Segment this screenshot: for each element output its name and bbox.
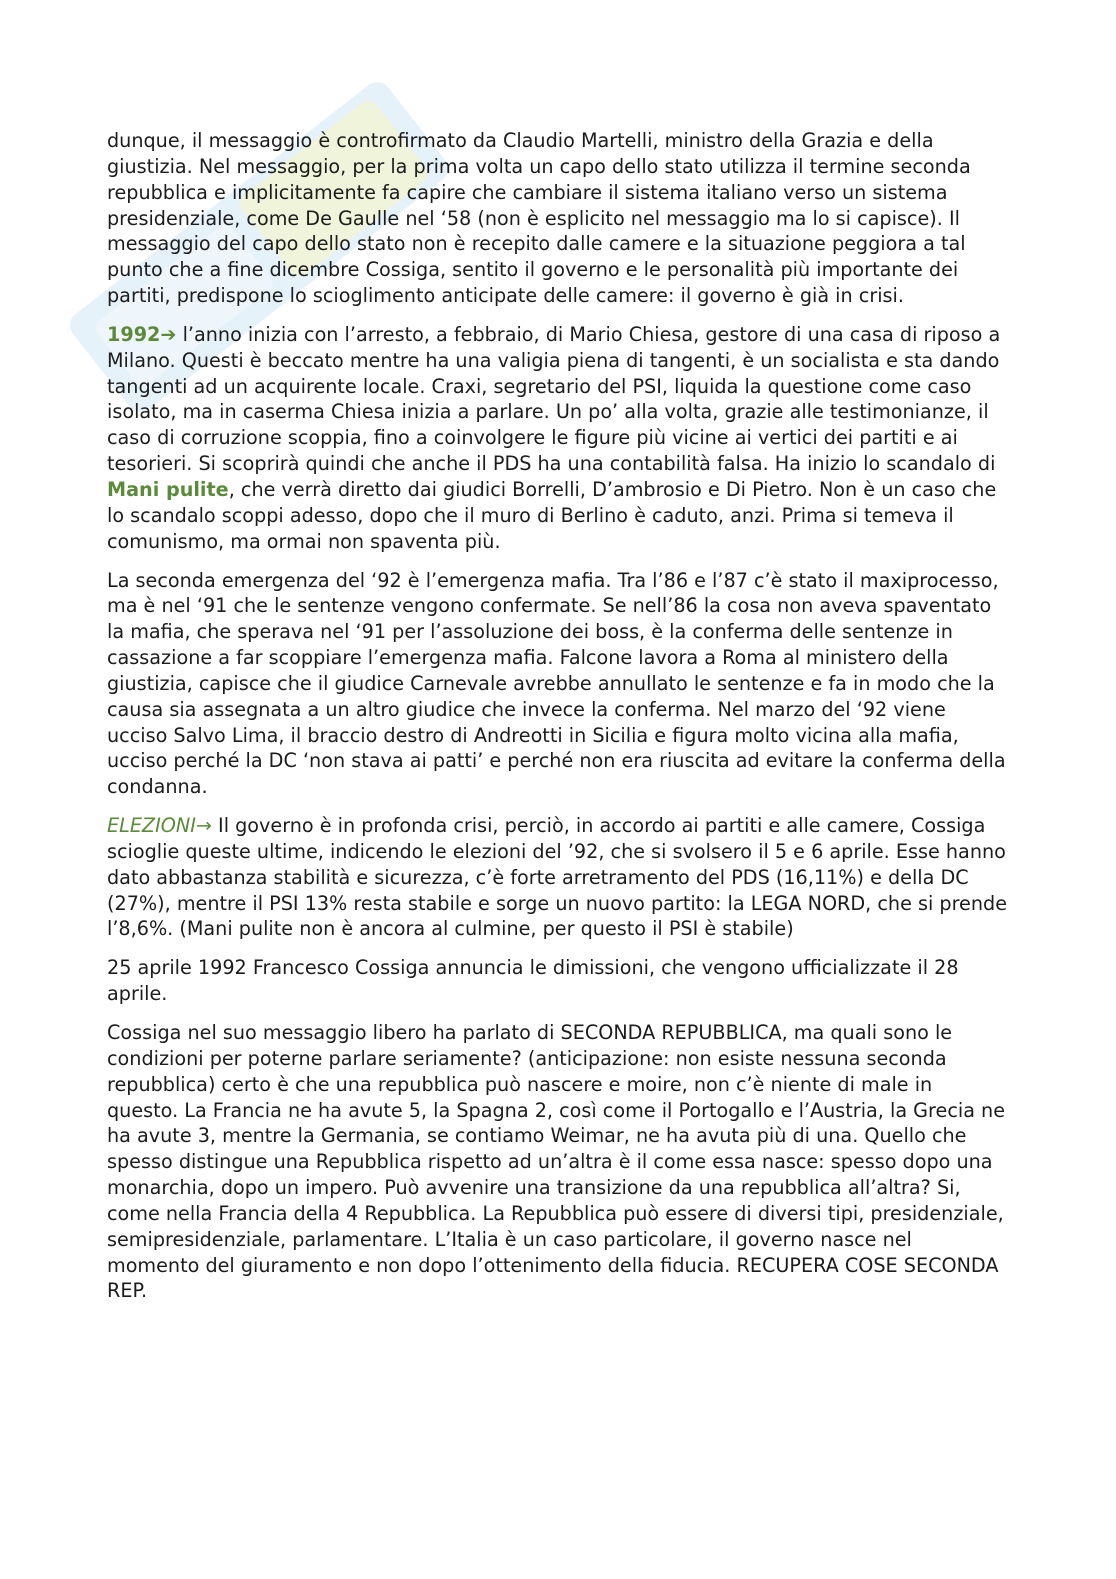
document-page — [107, 128, 1009, 1317]
paragraph-mafia-emergency — [107, 568, 1009, 801]
year-1992-heading: 1992➔ — [107, 322, 177, 346]
paragraph-text: Il governo è in profonda crisi, perciò, in accordo ai partiti e alle camere, Cossiga scioglie queste ultime, indicendo le elezioni del ’92, che si svolsero il 5 e 6 aprile. Esse hanno dato abbastanza stabilità e sicurezza, c’è forte arretramento del PDS (16,11%) e della DC (27%), mentre il PSI 13% resta stabile e sorge un nuovo partito: la LEGA NORD, che si prende l’8,6%. (Mani pulite non è ancora al culmine, per questo il PSI è stabile) — [107, 814, 1008, 941]
paragraph-text: , che verrà diretto dai giudici Borrelli, D’ambrosio e Di Pietro. Non è un caso che lo scandalo scoppi adesso, dopo che il muro di Berlino è caduto, anzi. Prima si temeva il comunismo, ma ormai non spaventa più. — [107, 477, 997, 553]
paragraph-text: Cossiga nel suo messaggio libero ha parlato di SECONDA REPUBBLICA, ma quali sono le condizioni per poterne parlare seriamente? (anticipazione: non esiste nessuna seconda repubblica) certo è che una repubblica può nascere e moire, non c’è niente di male in questo. La Francia ne ha avute 5, la Spagna 2, così come il Portogallo e l’Austria, la Grecia ne ha avute 3, mentre la Germania, se contiamo Weimar, ne ha avuta più di una. Quello che spesso distingue una Repubblica rispetto ad un’altra è il come essa nasce: spesso dopo una monarchia, dopo un impero. Può avvenire una transizione da una repubblica all’altra? Si, come nella Francia della 4 Repubblica. La Repubblica può essere di diversi tipi, presidenziale, semipresidenziale, parlamentare. L’Italia è un caso particolare, il governo nasce nel momento del giuramento e non dopo l’ottenimento della fiducia. RECUPERA COSE SECONDA REP. — [107, 1021, 1006, 1303]
paragraph-dimissioni — [107, 955, 1009, 1007]
arrow-right-icon: ➔ — [160, 322, 177, 346]
paragraph-text: 25 aprile 1992 Francesco Cossiga annuncia le dimissioni, che vengono ufficializzate il 28 aprile. — [107, 956, 959, 1006]
paragraph-text: l’anno inizia con l’arresto, a febbraio, di Mario Chiesa, gestore di una casa di riposo a Milano. Questi è beccato mentre ha una valigia piena di tangenti, è un socialista e sta dando tangenti ad un acquirente locale. Craxi, segretario del PSI, liquida la questione come caso isolato, ma in caserma Chiesa inizia a parlare. Un po’ alla volta, grazie alle testimonianze, il caso di corruzione scoppia, fino a coinvolgere le figure più vicine ai vertici dei partiti e ai tesorieri. Si scoprirà quindi che anche il PDS ha una contabilità falsa. Ha inizio lo scandalo di — [107, 322, 1001, 476]
elezioni-heading: ELEZIONI→ — [107, 814, 212, 838]
paragraph-cossiga-message — [107, 128, 1009, 309]
mani-pulite-highlight: Mani pulite — [107, 477, 229, 501]
arrow-right-icon: → — [195, 814, 212, 838]
paragraph-text: dunque, il messaggio è controfirmato da Claudio Martelli, ministro della Grazia e della giustizia. Nel messaggio, per la prima volta un capo dello stato utilizza il termine seconda repubblica e implicitamente fa capire che cambiare il sistema italiano verso un sistema presidenziale, come De Gaulle nel ‘58 (non è esplicito nel messaggio ma lo si capisce). Il messaggio del capo dello stato non è recepito dalle camere e la situazione peggiora a tal punto che a fine dicembre Cossiga, sentito il governo e le personalità più importante dei partiti, predispone lo scioglimento anticipate delle camere: il governo è già in crisi. — [107, 129, 971, 308]
paragraph-elezioni — [107, 813, 1009, 942]
paragraph-1992 — [107, 322, 1009, 555]
paragraph-text: La seconda emergenza del ‘92 è l’emergenza mafia. Tra l’86 e l’87 c’è stato il maxiprocesso, ma è nel ‘91 che le sentenze vengono confermate. Se nell’86 la cosa non aveva spaventato la mafia, che sperava nel ‘91 per l’assoluzione dei boss, è la conferma delle sentenze in cassazione a far scoppiare l’emergenza mafia. Falcone lavora a Roma al ministero della giustizia, capisce che il giudice Carnevale avrebbe annullato le sentenze e fa in modo che la causa sia assegnata a un altro giudice che invece la conferma. Nel marzo del ‘92 viene ucciso Salvo Lima, il braccio destro di Andreotti in Sicilia e figura molto vicina alla mafia, ucciso perché la DC ‘non stava ai patti’ e perché non era riuscita ad evitare la conferma della condanna. — [107, 568, 1006, 799]
paragraph-seconda-repubblica — [107, 1020, 1009, 1304]
